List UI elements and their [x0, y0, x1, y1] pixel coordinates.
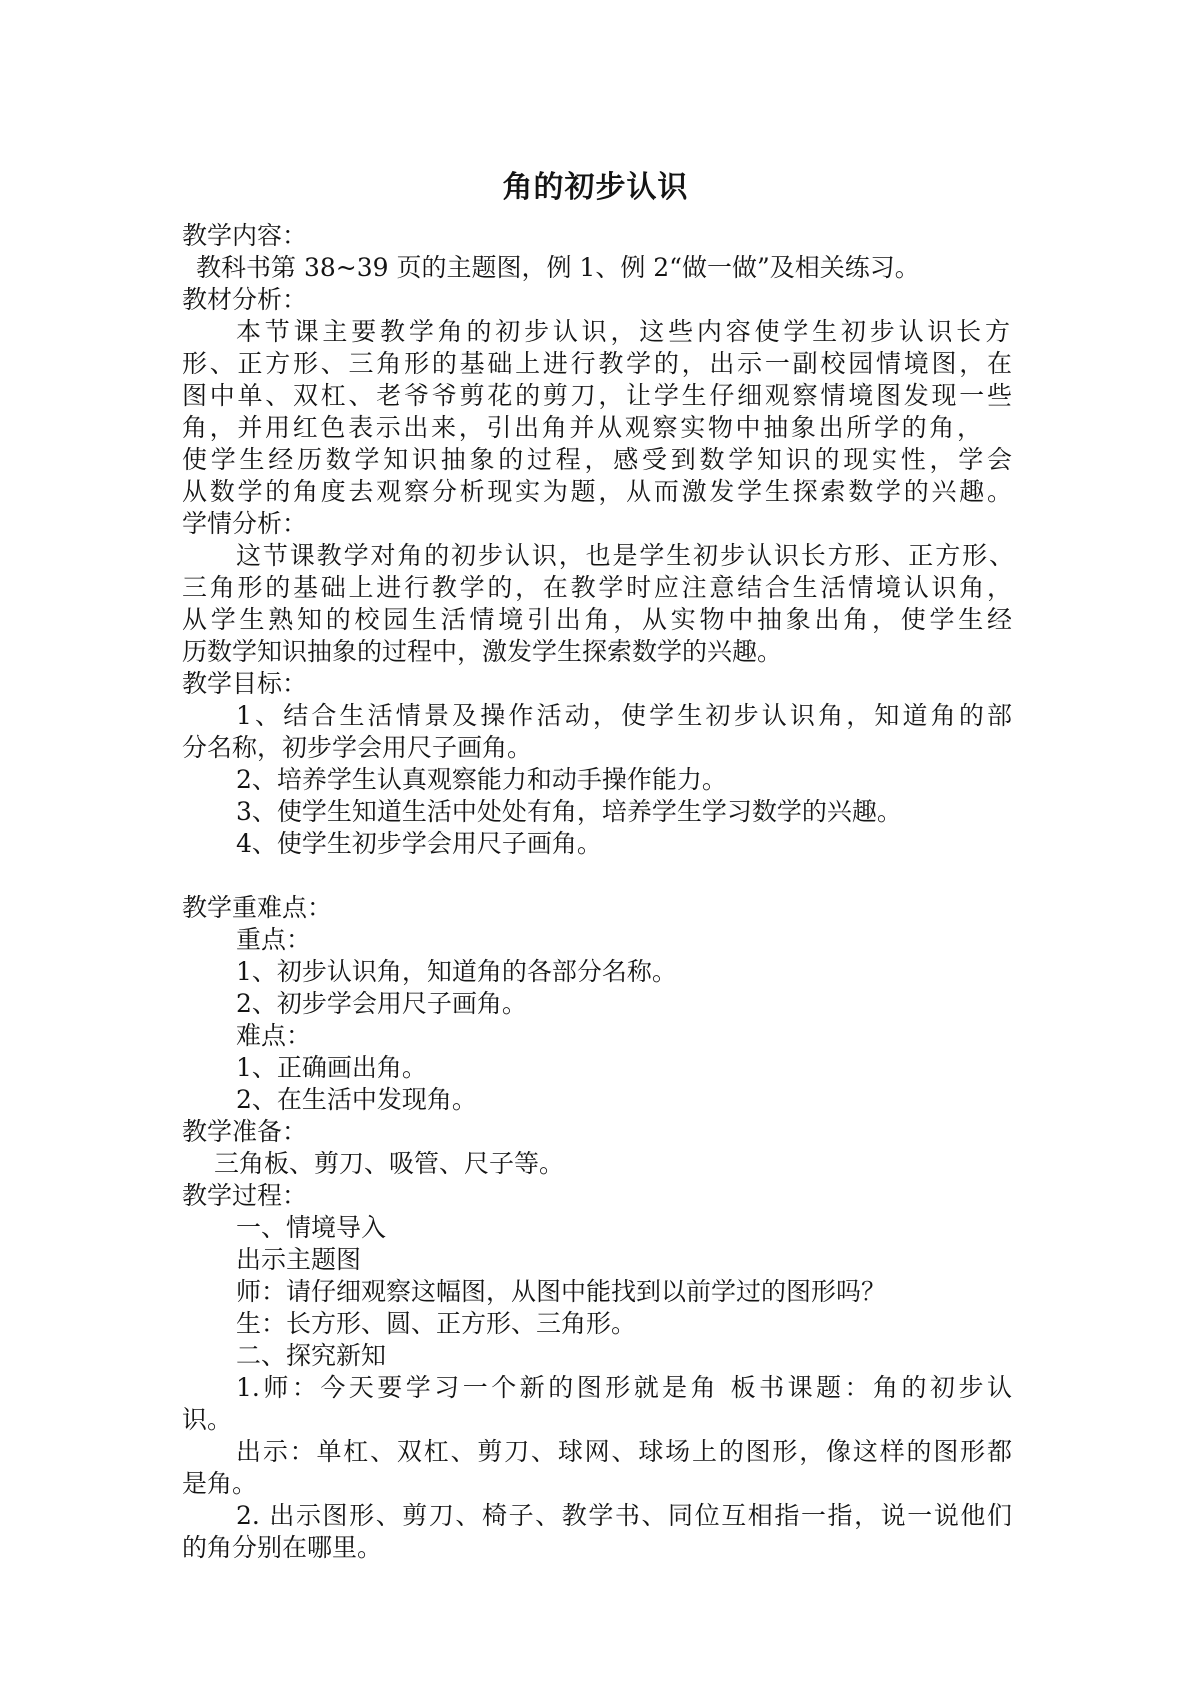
subheading: 一、情境导入 — [236, 1213, 387, 1242]
paragraph-line: 1.师：今天要学习一个新的图形就是角 板书课题：角的初步认 — [236, 1373, 1012, 1402]
document-title: 角的初步认识 — [502, 170, 689, 205]
heading-preparation: 教学准备： — [182, 1117, 308, 1146]
list-item: 2、培养学生认真观察能力和动手操作能力。 — [236, 765, 727, 794]
paragraph-line: 分名称，初步学会用尺子画角。 — [182, 733, 533, 762]
paragraph-line: 是角。 — [182, 1469, 258, 1498]
list-item: 4、使学生初步学会用尺子画角。 — [236, 829, 602, 858]
paragraph-line: 三角形的基础上进行教学的，在教学时应注意结合生活情境认识角， — [182, 573, 1012, 602]
paragraph-line: 历数学知识抽象的过程中，激发学生探索数学的兴趣。 — [182, 637, 783, 666]
heading-teaching-content: 教学内容： — [182, 221, 308, 250]
paragraph-line: 角，并用红色表示出来，引出角并从观察实物中抽象出所学的角， — [182, 413, 982, 442]
heading-material-analysis: 教材分析： — [182, 285, 308, 314]
list-item: 2、初步学会用尺子画角。 — [236, 989, 527, 1018]
paragraph-line: 识。 — [182, 1405, 233, 1434]
heading-student-analysis: 学情分析： — [182, 509, 308, 538]
heading-teaching-goals: 教学目标： — [182, 669, 308, 698]
paragraph-line: 图中单、双杠、老爷爷剪花的剪刀，让学生仔细观察情境图发现一些 — [182, 381, 1012, 410]
subheading: 难点： — [236, 1021, 312, 1050]
paragraph-line: 这节课教学对角的初步认识，也是学生初步认识长方形、正方形、 — [236, 541, 1014, 570]
heading-key-points: 教学重难点： — [182, 893, 333, 922]
paragraph-line: 的角分别在哪里。 — [182, 1533, 383, 1562]
heading-teaching-process: 教学过程： — [182, 1181, 308, 1210]
paragraph-line: 三角板、剪刀、吸管、尺子等。 — [214, 1149, 565, 1178]
paragraph-line: 从学生熟知的校园生活情境引出角，从实物中抽象出角，使学生经 — [182, 605, 1012, 634]
list-item: 1、正确画出角。 — [236, 1053, 427, 1082]
paragraph-line: 使学生经历数学知识抽象的过程，感受到数学知识的现实性，学会 — [182, 445, 1012, 474]
paragraph-line: 1、结合生活情景及操作活动，使学生初步认识角，知道角的部 — [236, 701, 1012, 730]
subheading: 重点： — [236, 925, 312, 954]
paragraph-line: 教科书第 38~39 页的主题图，例 1、例 2“做一做”及相关练习。 — [196, 253, 920, 282]
paragraph-line: 师：请仔细观察这幅图，从图中能找到以前学过的图形吗？ — [236, 1277, 887, 1306]
paragraph-line: 生：长方形、圆、正方形、三角形。 — [236, 1309, 637, 1338]
paragraph-line: 2. 出示图形、剪刀、椅子、教学书、同位互相指一指，说一说他们 — [236, 1501, 1012, 1530]
paragraph-line: 出示：单杠、双杠、剪刀、球网、球场上的图形，像这样的图形都 — [236, 1437, 1012, 1466]
paragraph-line: 出示主题图 — [236, 1245, 362, 1274]
list-item: 3、使学生知道生活中处处有角，培养学生学习数学的兴趣。 — [236, 797, 902, 826]
paragraph-line: 本节课主要教学角的初步认识，这些内容使学生初步认识长方 — [236, 317, 1010, 346]
list-item: 1、初步认识角，知道角的各部分名称。 — [236, 957, 677, 986]
subheading: 二、探究新知 — [236, 1341, 387, 1370]
paragraph-line: 从数学的角度去观察分析现实为题，从而激发学生探索数学的兴趣。 — [182, 477, 1012, 506]
list-item: 2、在生活中发现角。 — [236, 1085, 477, 1114]
paragraph-line: 形、正方形、三角形的基础上进行教学的，出示一副校园情境图，在 — [182, 349, 1012, 378]
